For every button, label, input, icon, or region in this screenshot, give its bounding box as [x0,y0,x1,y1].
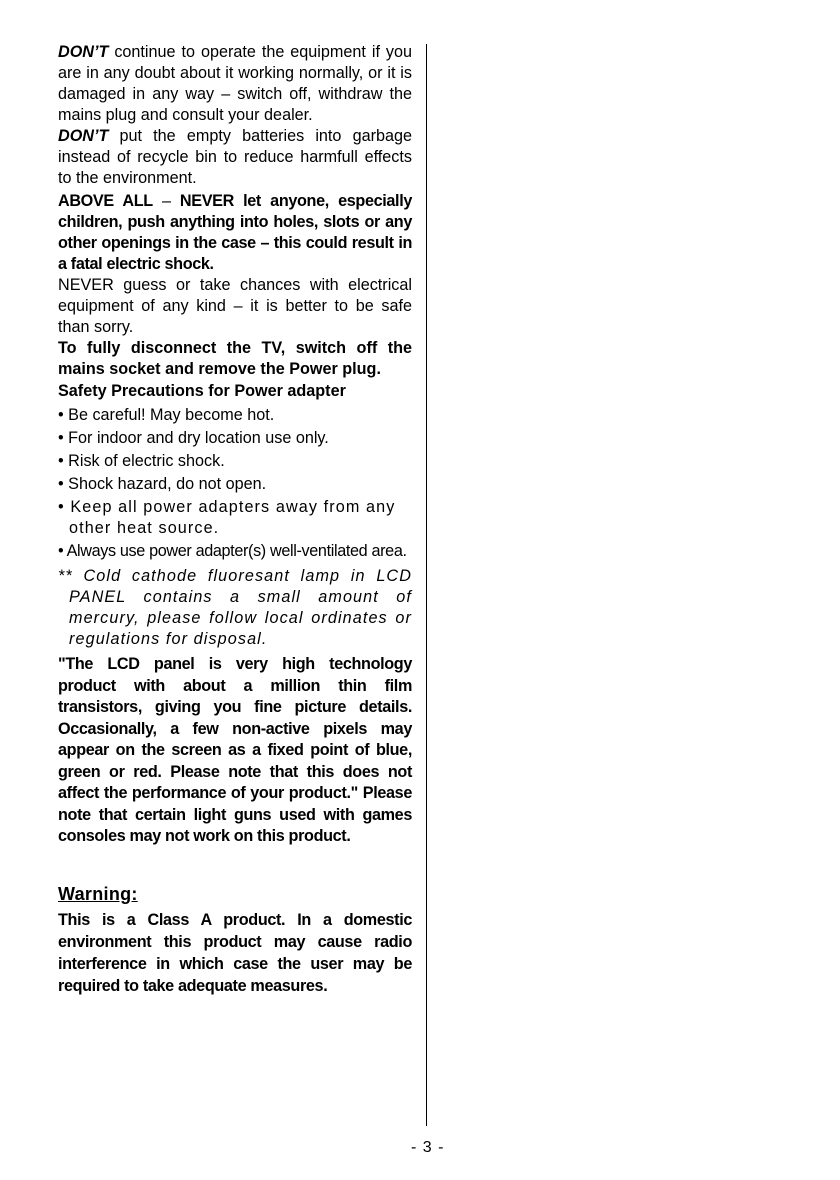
bullet-item: • Always use power adapter(s) well-ventilated area. [58,542,407,560]
bullet-item: • Risk of electric shock. [58,452,225,470]
warning-title: Warning: [58,883,138,904]
paragraph-text: NEVER guess or take chances with electrical equipment of any kind – it is better to be safe than sorry. [58,276,412,336]
warning-text: This is a Class A product. In a domestic environment this product may cause radio interference in which case the user may be required to take adequate measures. [58,910,412,995]
bullet-item: • Be careful! May become hot. [58,406,275,424]
paragraph-text: NEVER let anyone, especially children, push anything into holes, slots or any other openings in the case – this could result in a fatal electric shock. [58,192,412,273]
paragraph-text: To fully disconnect the TV, switch off the mains socket and remove the Power plug. [58,339,412,378]
paragraph-disconnect [58,338,412,380]
bullet-item: • Keep all power adapters away from any other heat source. [58,498,396,537]
bullet-item: • For indoor and dry location use only. [58,429,329,447]
dash: – [152,192,180,210]
paragraph-dont-batteries [58,126,412,189]
paragraph-text: put the empty batteries into garbage instead of recycle bin to reduce harmfull effects to the environment. [58,127,412,187]
paragraph-text: continue to operate the equipment if you are in any doubt about it working normally, or it is damaged in any way – switch off, withdraw the mains plug and consult your dealer. [58,43,412,124]
above-all-lead: ABOVE ALL [58,192,153,210]
dont-lead: DON’T [58,127,109,145]
paragraph-above-all [58,191,412,275]
text-column [58,42,412,997]
dont-lead: DON’T [58,43,109,61]
adapter-heading: Safety Precautions for Power adapter [58,382,346,400]
page-number: - 3 - [411,1139,445,1156]
bullet-item: • Shock hazard, do not open. [58,475,267,493]
lcd-notice: "The LCD panel is very high technology product with about a million thin film transistors, giving you fine picture details. Occasionally, a few non-active pixels may appear on the screen as a fixed point of blue, green or red. Please note that this does not affect the performance of your product." Please note that certain light guns used with games consoles may not work on this product. [58,655,412,845]
lamp-note: ** Cold cathode fluoresant lamp in LCD PANEL contains a small amount of mercury, please follow local ordinates or regulations for disposal. [58,567,412,648]
column-divider [426,44,427,1126]
paragraph-never-guess [58,275,412,338]
paragraph-dont-operate [58,42,412,126]
